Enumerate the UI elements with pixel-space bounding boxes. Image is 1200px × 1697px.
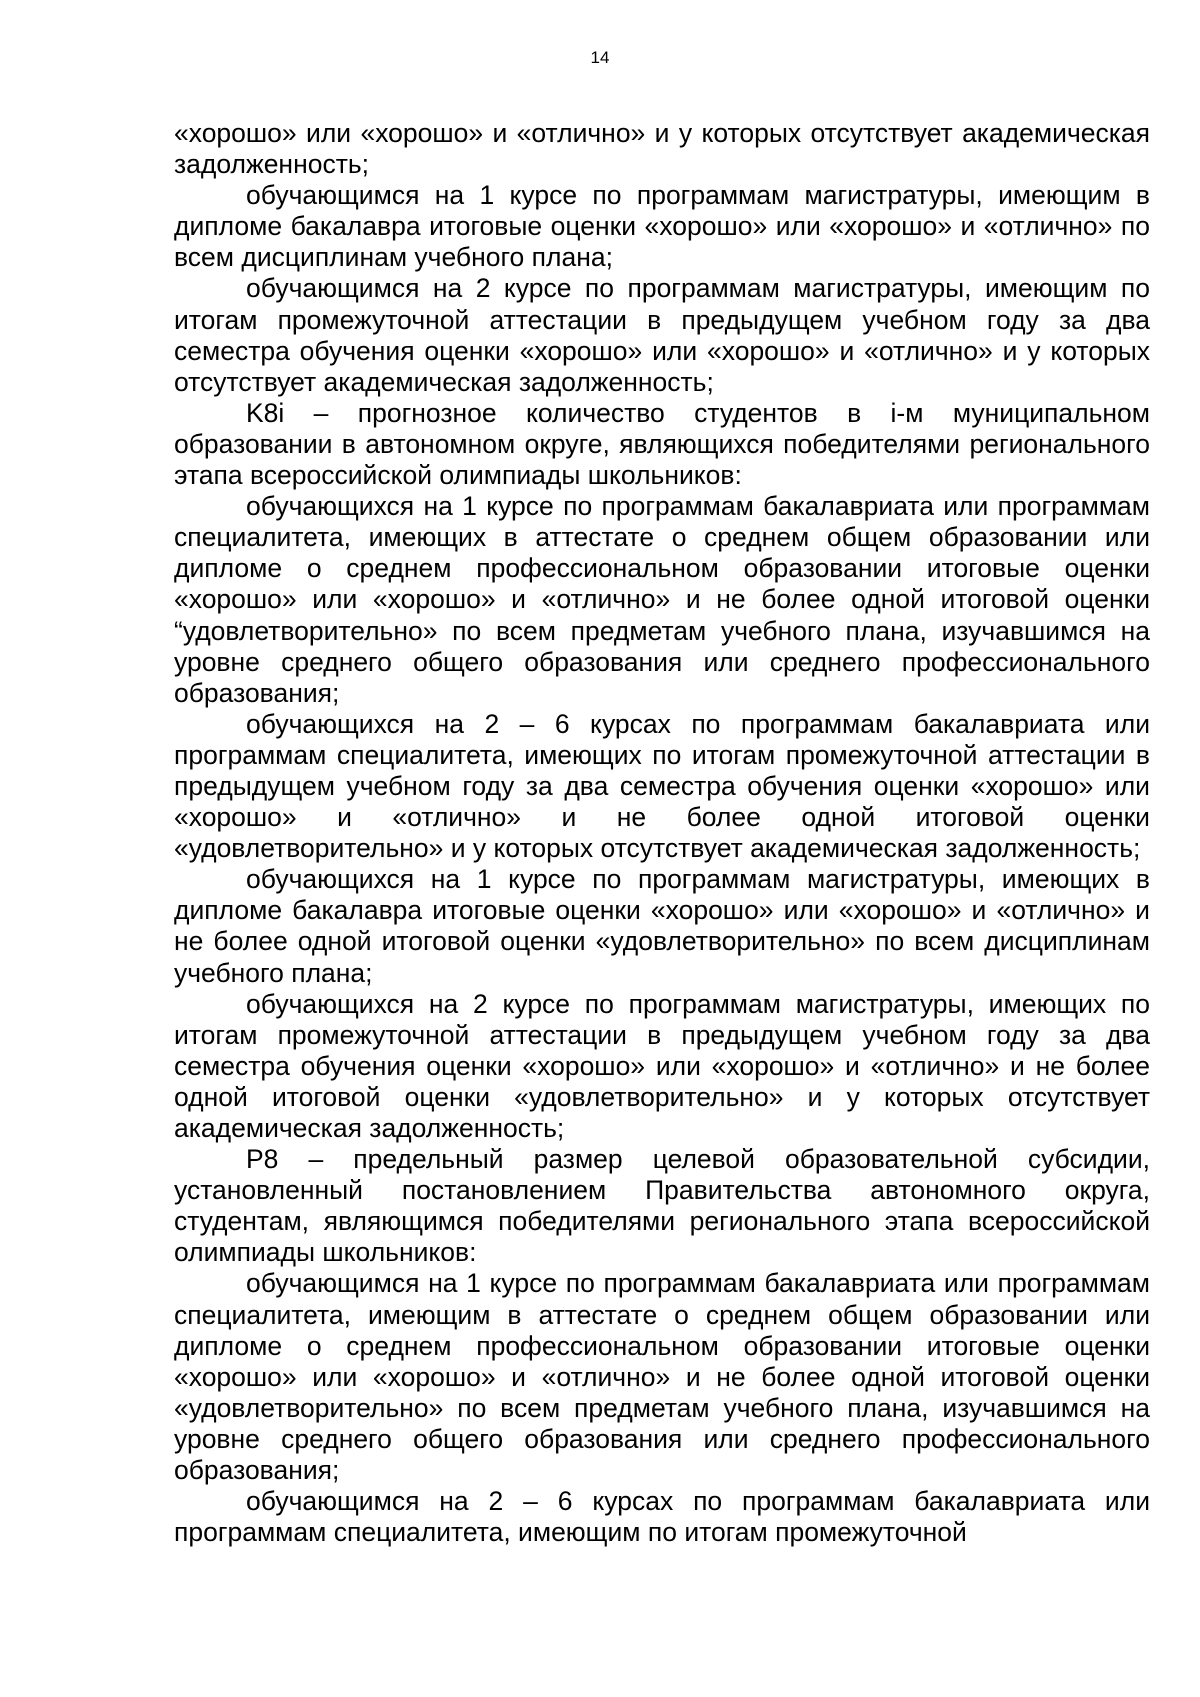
paragraph-continuation: «хорошо» или «хорошо» и «отлично» и у которых отсутствует академическая задолженность; bbox=[174, 118, 1150, 180]
paragraph: обучающимся на 2 – 6 курсах по программам бакалавриата или программам специалитета, имеющим по итогам промежуточной bbox=[174, 1486, 1150, 1548]
page-number: 14 bbox=[590, 48, 610, 67]
paragraph: K8i – прогнозное количество студентов в i-м муниципальном образовании в автономном округе, являющихся победителями регионального этапа всероссийской олимпиады школьников: bbox=[174, 397, 1150, 491]
paragraph: обучающихся на 1 курсе по программам бакалавриата или программам специалитета, имеющих в аттестате о среднем общем образовании или дипломе о среднем профессиональном образовании итоговые оценки «хорошо» или «хорошо» и «отлично» и не более одной итоговой оценки “удовлетворительно» по всем предметам учебного плана, изучавшимся на уровне среднего общего образования или среднего профессионального образования; bbox=[174, 491, 1150, 708]
paragraph: P8 – предельный размер целевой образовательной субсидии, установленный постановлением Правительства автономного округа, студентам, являющимся победителями регионального этапа всероссийской олимпиады школьников: bbox=[174, 1144, 1150, 1268]
paragraph: обучающимся на 2 курсе по программам магистратуры, имеющим по итогам промежуточной аттестации в предыдущем учебном году за два семестра обучения оценки «хорошо» или «хорошо» и «отлично» и у которых отсутствует академическая задолженность; bbox=[174, 273, 1150, 397]
paragraph: обучающимся на 1 курсе по программам магистратуры, имеющим в дипломе бакалавра итоговые оценки «хорошо» или «хорошо» и «отлично» по всем дисциплинам учебного плана; bbox=[174, 180, 1150, 273]
paragraph: обучающихся на 1 курсе по программам магистратуры, имеющих в дипломе бакалавра итоговые оценки «хорошо» или «хорошо» и «отлично» и не более одной итоговой оценки «удовлетворительно» по всем дисциплинам учебного плана; bbox=[174, 864, 1150, 988]
paragraph: обучающихся на 2 – 6 курсах по программам бакалавриата или программам специалитета, имеющих по итогам промежуточной аттестации в предыдущем учебном году за два семестра обучения оценки «хорошо» или «хорошо» и «отлично» и не более одной итоговой оценки «удовлетворительно» и у которых отсутствует академическая задолженность; bbox=[174, 708, 1150, 864]
document-body bbox=[174, 118, 1150, 1548]
paragraph: обучающимся на 1 курсе по программам бакалавриата или программам специалитета, имеющим в аттестате о среднем общем образовании или дипломе о среднем профессиональном образовании итоговые оценки «хорошо» или «хорошо» и «отлично» и не более одной итоговой оценки «удовлетворительно» по всем предметам учебного плана, изучавшимся на уровне среднего общего образования или среднего профессионального образования; bbox=[174, 1268, 1150, 1486]
paragraph: обучающихся на 2 курсе по программам магистратуры, имеющих по итогам промежуточной аттестации в предыдущем учебном году за два семестра обучения оценки «хорошо» или «хорошо» и «отлично» и не более одной итоговой оценки «удовлетворительно» и у которых отсутствует академическая задолженность; bbox=[174, 988, 1150, 1143]
